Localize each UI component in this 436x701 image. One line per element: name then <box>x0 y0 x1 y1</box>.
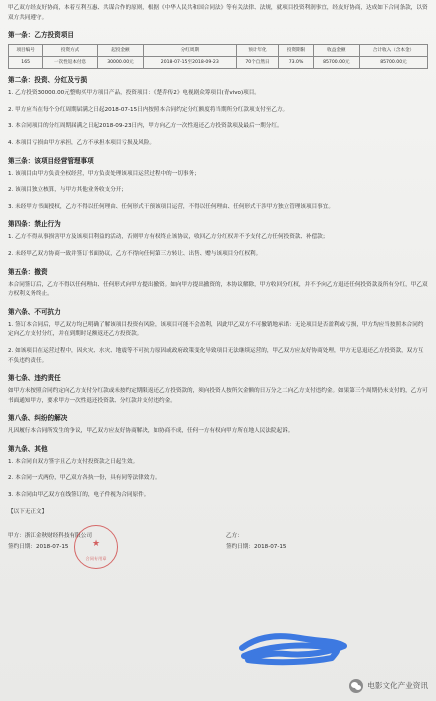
section-1-heading: 第一条：乙方投资项目 <box>8 31 74 40</box>
table-cell: 85700.00元 <box>313 57 359 69</box>
intro-paragraph: 甲乙双方经友好协商，本着互利互惠、共谋合作的原则，根据《中华人民共和国合同法》等有关法律、法规，就项目投资利润事宜，经友好协商，达成如下合同条款，以资双方共同遵守。 <box>8 5 428 21</box>
table-header-cell: 起投金额 <box>97 45 143 57</box>
party-a-signature <box>8 531 107 562</box>
section-8-text: 凡因履行本合同所发生的争议，甲乙双方应友好协商解决，如协商不成，任何一方有权向甲方所在地人民法院起诉。 <box>8 428 294 435</box>
table-header-cell: 收益金额 <box>313 45 359 57</box>
section-9-item: 2. 本合同一式两份，甲乙双方各执一份，具有同等法律效力。 <box>8 475 161 482</box>
section-9-heading: 第九条、其他 <box>8 444 48 453</box>
party-b-row <box>226 531 287 542</box>
table-header-cell: 合计收入（含本金） <box>359 45 427 57</box>
section-7-text: 如甲方未按照合同约定向乙方支付分红款或未按约定期限返还乙方投资款的，须向投资人按所欠金额的日万分之二向乙方支付违约金。如果第三个周期仍未支付的，乙方可书面通知甲方，要求甲方一次性退还投资款、分红款并支付违约金。 <box>8 388 428 404</box>
party-b-date: 2018-07-15 <box>253 544 287 551</box>
investment-table <box>8 44 428 69</box>
party-a-name: 浙江金秋财经科技有限公司 <box>24 533 92 540</box>
table-header-row <box>9 45 428 57</box>
table-header-cell: 投资方式 <box>43 45 98 57</box>
section-5-heading: 第五条：撤资 <box>8 267 48 276</box>
table-header-cell: 预计年化 <box>236 45 279 57</box>
party-a-date: 2018-07-15 <box>35 544 69 551</box>
table-cell: 一次性返本付息 <box>43 57 98 69</box>
source-watermark <box>349 679 428 693</box>
table-cell: 2018-07-15至2018-09-23 <box>144 57 236 69</box>
table-header-cell: 分红周期 <box>144 45 236 57</box>
signature-block <box>8 531 428 587</box>
table-cell: 70个自然日 <box>236 57 279 69</box>
section-2-item: 1. 乙方投资30000.00元整购买甲方项目产品，投资项目：《楚乔传2》电视剧众筹项目(青vivo)项目。 <box>8 90 260 97</box>
section-4-item: 2. 未经甲乙双方协商一致并签订书面协议，乙方不得向任何第三方转让、出售、赠与该项目分红权利。 <box>8 250 262 257</box>
seal-star-icon: ★ <box>91 539 101 550</box>
table-cell: 165 <box>9 57 43 69</box>
watermark-text: 电影文化产业资讯 <box>367 681 428 690</box>
section-2-item: 3. 本合同项目的分红周期届满之日起2018-09-23日内，甲方向乙方一次性返还乙方投资款项及最后一期分红。 <box>8 123 283 130</box>
section-2-item: 2. 甲方应当在每个分红周期届满之日起2018-07-15日内按照本合同约定分红额度将当期所分红款项支付至乙方。 <box>8 106 289 113</box>
section-7-heading: 第七条、违约责任 <box>8 374 61 383</box>
table-cell: 30000.00元 <box>97 57 143 69</box>
party-a-label: 甲方： <box>8 533 25 540</box>
section-6-item: 1. 签订本合同后，甲乙双方均已明确了解该项目投资有风险，该项目可能不会盈利，因此甲乙双方不可撤销地承诺：无论项目是否盈利或亏损，甲方均应当按照本合同约定向乙方支付分红，并在到期时足额返还乙方投资款。 <box>8 321 424 338</box>
redaction-scribble <box>238 630 348 670</box>
party-b-date-row <box>226 542 287 553</box>
wechat-icon <box>349 679 363 693</box>
table-header-cell: 投资期限 <box>279 45 313 57</box>
section-2-heading: 第二条：投资、分红及亏损 <box>8 76 88 85</box>
section-3-item: 3. 未经甲方书面授权，乙方不得以任何理由、任何形式干预该项目运营，不得以任何理由、任何形式干涉甲方独立管理该项目事宜。 <box>8 203 334 210</box>
section-3-item: 1. 该项目由甲方负责全权经营，甲方负责处理该项目运营过程中的一切事务； <box>8 170 200 177</box>
seal-caption: 合同专用章 <box>85 556 107 562</box>
section-4-heading: 第四条：禁止行为 <box>8 220 61 229</box>
section-5-text: 本合同签订后，乙方不得以任何理由、任何形式向甲方提出撤资。如向甲方提出撤资的，本协议解除，甲方收回分红权，并不予向乙方退还任何投资款及所有分红，甲乙双方权利义务终止。 <box>8 281 428 298</box>
section-9-item: 1. 本合同自双方签字且乙方支付投资款之日起生效。 <box>8 458 139 465</box>
table-row <box>9 57 428 69</box>
section-8-heading: 第八条、纠纷的解决 <box>8 414 68 423</box>
section-3-heading: 第三条：该项目经营管理事项 <box>8 156 94 165</box>
section-4-item: 1. 乙方不得从事损害甲方及该项目利益的活动，否则甲方有权终止该协议，收回乙方分红权并不予支付乙方任何投资款、补偿款； <box>8 234 329 241</box>
table-cell: 85700.00元 <box>359 57 427 69</box>
party-a-date-label: 签约日期： <box>8 544 36 551</box>
section-6-item: 2. 如该项目在运营过程中，因火灾、水灾、地震等不可抗力原因或政府政策变化导致项目无法继续运营的，甲乙双方应友好协商处理，甲方无息退还乙方投资款，双方互不负违约责任。 <box>8 347 424 364</box>
table-cell: 73.0% <box>279 57 313 69</box>
party-b-signature <box>226 531 287 553</box>
section-2-item: 4. 本项目亏损由甲方承担，乙方不承担本项目亏损及风险。 <box>8 139 155 146</box>
company-seal-stamp <box>74 525 118 569</box>
section-3-item: 2. 该项目独立核算，与甲方其他业务收支分开； <box>8 187 127 194</box>
party-b-date-label: 签约日期： <box>226 544 254 551</box>
party-b-label: 乙方： <box>226 533 243 540</box>
table-header-cell: 项目编号 <box>9 45 43 57</box>
section-9-item: 3. 本合同由甲乙双方在线签订的，电子件视为合同原件。 <box>8 492 150 499</box>
section-6-heading: 第六条、不可抗力 <box>8 307 61 316</box>
end-note: 【以下无正文】 <box>8 508 48 515</box>
